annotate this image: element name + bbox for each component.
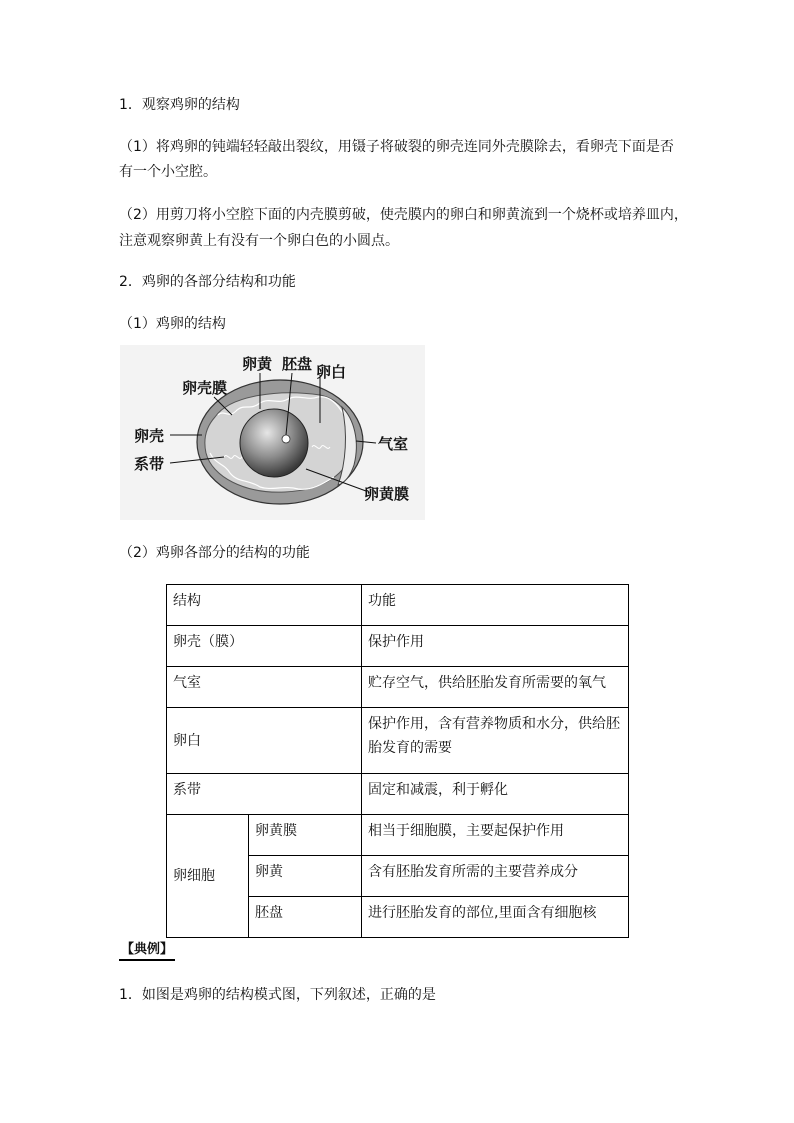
label-yolk: 卵黄 [242,355,273,373]
row-function: 固定和减震，利于孵化 [362,774,629,815]
table-row [167,626,629,667]
table-row [167,708,629,774]
row-function: 保护作用 [362,626,629,667]
section-1-title: 1．观察鸡卵的结构 [119,97,240,113]
label-chalaza: 系带 [134,455,165,473]
row-structure: 气室 [167,667,362,708]
row-function: 保护作用，含有营养物质和水分，供给胚胎发育的需要 [362,708,629,774]
label-albumen: 卵白 [316,363,347,381]
header-function: 功能 [362,585,629,626]
row-structure: 卵白 [167,708,362,774]
label-shell: 卵壳 [134,427,165,445]
table-row [167,815,629,856]
label-germinal-disc: 胚盘 [282,355,313,373]
example-question-1: 1．如图是鸡卵的结构模式图，下列叙述，正确的是 [119,987,436,1003]
table-header-row [167,585,629,626]
egg-structure-diagram [120,345,425,520]
egg-cell-label: 卵细胞 [167,815,249,938]
table-row [167,667,629,708]
egg-cell-part: 卵黄膜 [249,815,362,856]
egg-cell-part: 卵黄 [249,856,362,897]
row-structure: 卵壳（膜） [167,626,362,667]
section-2-title: 2．鸡卵的各部分结构和功能 [119,274,296,290]
step-2-line-1: （2）用剪刀将小空腔下面的内壳膜剪破，使壳膜内的卵白和卵黄流到一个烧杯或培养皿内， [119,207,688,223]
egg-cell-part-function: 相当于细胞膜，主要起保护作用 [362,815,629,856]
row-function: 贮存空气，供给胚胎发育所需要的氧气 [362,667,629,708]
subsection-egg-structure: （1）鸡卵的结构 [119,316,226,332]
egg-cell-part-function: 进行胚胎发育的部位,里面含有细胞核 [362,897,629,938]
egg-cell-part: 胚盘 [249,897,362,938]
step-1-line-2: 有一个小空腔。 [119,164,217,180]
label-yolk-membrane: 卵黄膜 [364,485,410,503]
subsection-part-functions: （2）鸡卵各部分的结构的功能 [119,545,310,561]
step-2-line-2: 注意观察卵黄上有没有一个卵白色的小圆点。 [119,233,399,249]
yolk-shape [240,409,308,477]
example-tag: 【典例】 [119,941,175,961]
structure-function-table [166,584,629,938]
label-shell-membrane: 卵壳膜 [182,379,228,397]
germinal-disc-shape [282,435,290,443]
row-structure: 系带 [167,774,362,815]
table-row [167,774,629,815]
label-air-cell: 气室 [378,435,409,453]
step-1-line-1: （1）将鸡卵的钝端轻轻敲出裂纹，用镊子将破裂的卵壳连同外壳膜除去，看卵壳下面是否 [119,139,674,155]
header-structure: 结构 [167,585,362,626]
egg-cell-part-function: 含有胚胎发育所需的主要营养成分 [362,856,629,897]
